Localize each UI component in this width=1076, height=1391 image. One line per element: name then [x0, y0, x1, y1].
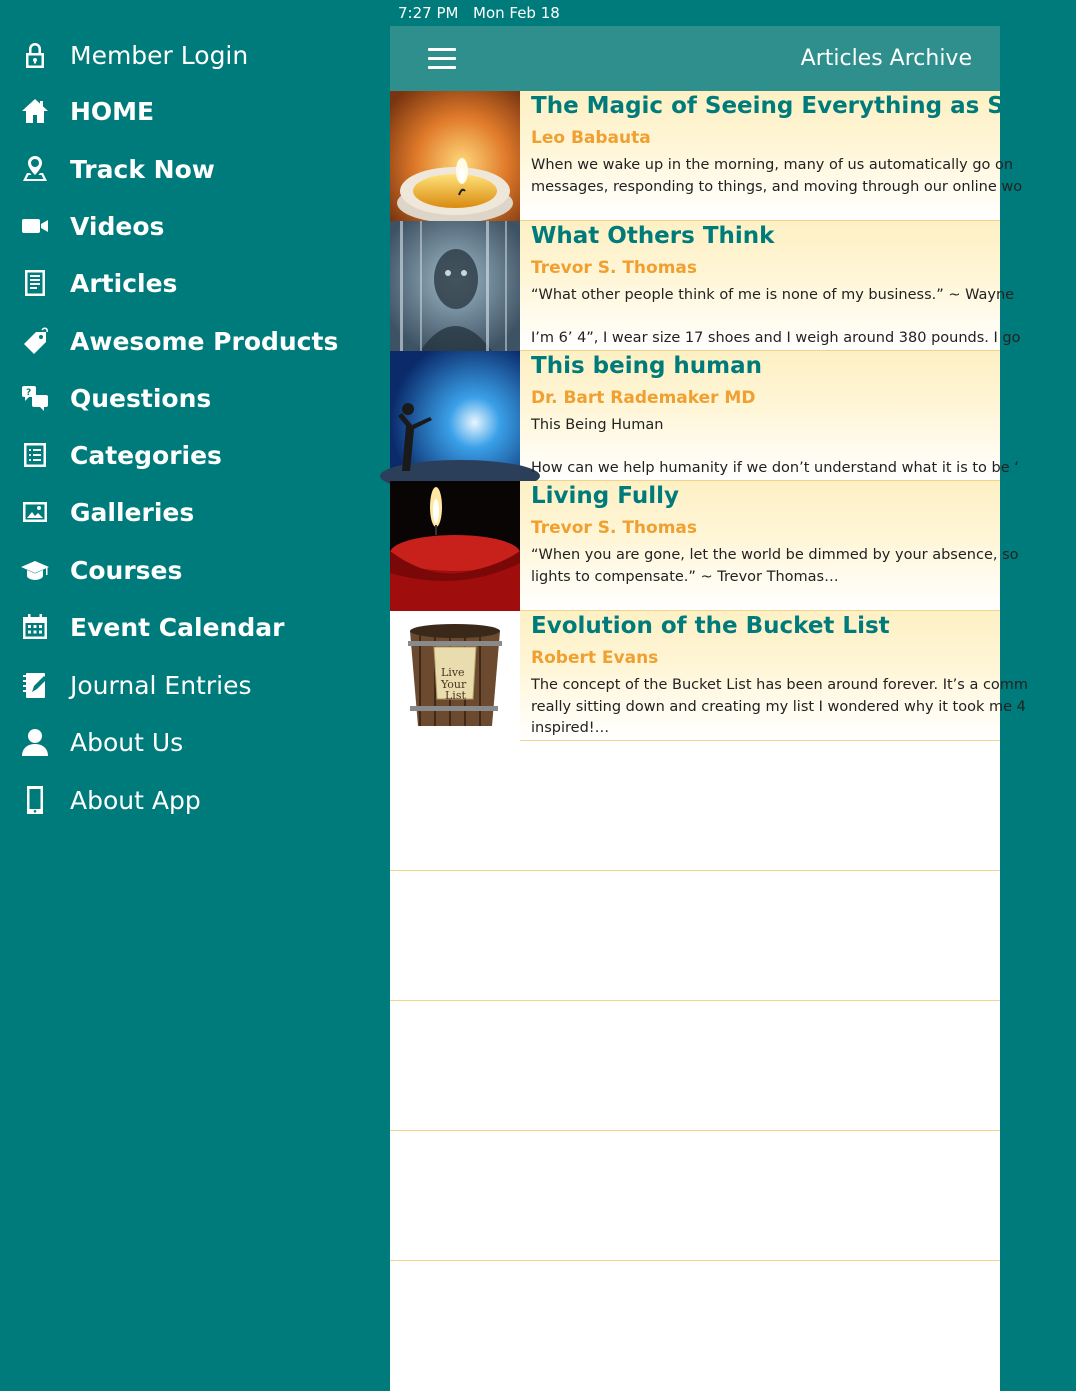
lock-icon — [18, 38, 52, 72]
sidebar-item-member-login[interactable] — [0, 30, 390, 80]
article-row[interactable] — [390, 91, 1076, 221]
article-author: Trevor S. Thomas — [531, 258, 698, 278]
sidebar-item-home[interactable] — [0, 86, 390, 136]
articles-pane — [390, 0, 1076, 1334]
sidebar-item-journal-entries[interactable] — [0, 660, 390, 710]
sidebar-item-categories[interactable] — [0, 430, 390, 480]
status-bar — [390, 0, 1000, 26]
status-time: 7:27 PM — [398, 4, 459, 22]
sidebar-item-label: Videos — [70, 211, 165, 241]
sidebar-item-questions[interactable] — [0, 373, 390, 423]
article-author: Trevor S. Thomas — [531, 518, 698, 538]
article-row[interactable] — [390, 481, 1019, 611]
page-title: Articles Archive — [800, 46, 972, 71]
chat-bubbles-icon — [18, 381, 52, 415]
navigation-bar — [390, 26, 1000, 91]
bucket-icon — [390, 611, 520, 741]
graduation-cap-icon — [18, 553, 52, 587]
home-icon — [18, 94, 52, 128]
empty-row — [390, 741, 1000, 871]
candle-icon — [390, 91, 520, 221]
bucket-text-list: List — [445, 689, 466, 702]
article-excerpt: The concept of the Bucket List has been around forever. It’s a comm really sitting down and creating my list I wondered why it took me 4 inspired!… — [531, 677, 1029, 736]
article-row[interactable] — [390, 611, 1029, 741]
sidebar-item-about-app[interactable] — [0, 775, 390, 825]
bucket-text-live: Live — [441, 666, 465, 679]
empty-row — [390, 871, 1000, 1001]
sidebar-item-galleries[interactable] — [0, 487, 390, 537]
sidebar-item-event-calendar[interactable] — [0, 602, 390, 652]
sidebar-item-awesome-products[interactable] — [0, 316, 390, 366]
image-icon — [18, 495, 52, 529]
article-excerpt: “What other people think of me is none of my business.” ~ Wayne I’m 6’ 4”, I wear size 17 shoes and I weigh around 380 pounds. I go — [531, 287, 1021, 346]
sidebar-menu — [0, 0, 390, 1334]
sidebar-item-about-us[interactable] — [0, 717, 390, 767]
hamburger-menu-icon[interactable] — [428, 48, 456, 70]
map-pin-icon — [18, 152, 52, 186]
sidebar-item-track-now[interactable] — [0, 144, 390, 194]
sidebar-item-label: Categories — [70, 440, 222, 470]
silhouette-icon — [390, 351, 520, 481]
sidebar-item-label: Member Login — [70, 40, 249, 70]
sidebar-item-videos[interactable] — [0, 201, 390, 251]
empty-row — [390, 1261, 1000, 1391]
video-camera-icon — [18, 209, 52, 243]
sidebar-item-label: Courses — [70, 555, 183, 585]
tag-icon — [18, 324, 52, 358]
empty-row — [390, 1001, 1000, 1131]
article-excerpt: When we wake up in the morning, many of us automatically go on messages, responding to things, and moving through our online wo — [531, 157, 1023, 195]
empty-row — [390, 1131, 1000, 1261]
sidebar-item-label: HOME — [70, 96, 155, 126]
article-title: Evolution of the Bucket List — [531, 613, 890, 639]
article-title: Living Fully — [531, 483, 679, 509]
sidebar-item-articles[interactable] — [0, 258, 390, 308]
article-author: Dr. Bart Rademaker MD — [531, 388, 756, 408]
sidebar-item-label: Galleries — [70, 497, 195, 527]
sidebar-item-label: Journal Entries — [70, 670, 252, 700]
status-date: Mon Feb 18 — [473, 4, 560, 22]
user-icon — [18, 725, 52, 759]
article-title: What Others Think — [531, 223, 775, 249]
sidebar-item-label: Awesome Products — [70, 326, 339, 356]
article-title: This being human — [531, 353, 763, 379]
sidebar-item-label: About App — [70, 785, 201, 815]
article-title: The Magic of Seeing Everything as Sacred — [531, 93, 1076, 119]
sidebar-item-label: Track Now — [70, 154, 215, 184]
phone-icon — [18, 783, 52, 817]
face-behind-glass-icon — [390, 221, 520, 351]
article-author: Robert Evans — [531, 648, 659, 668]
red-candle-icon — [390, 481, 520, 611]
sidebar-item-label: Event Calendar — [70, 612, 285, 642]
article-author: Leo Babauta — [531, 128, 651, 148]
svg-text:?: ? — [26, 388, 32, 398]
list-icon — [18, 438, 52, 472]
calendar-icon — [18, 610, 52, 644]
sidebar-item-label: Questions — [70, 383, 212, 413]
article-excerpt: “When you are gone, let the world be dimmed by your absence, so lights to compensate.” ~ Trevor Thomas… — [531, 547, 1019, 585]
article-excerpt: This Being Human How can we help humanity if we don’t understand what it is to be ‘ — [531, 417, 1019, 476]
journal-icon — [18, 668, 52, 702]
sidebar-item-label: About Us — [70, 727, 184, 757]
document-icon — [18, 266, 52, 300]
sidebar-item-courses[interactable] — [0, 545, 390, 595]
article-row[interactable] — [390, 351, 1019, 481]
article-row[interactable] — [390, 221, 1021, 351]
bucket-text-your: Your — [441, 678, 467, 691]
sidebar-item-label: Articles — [70, 268, 178, 298]
